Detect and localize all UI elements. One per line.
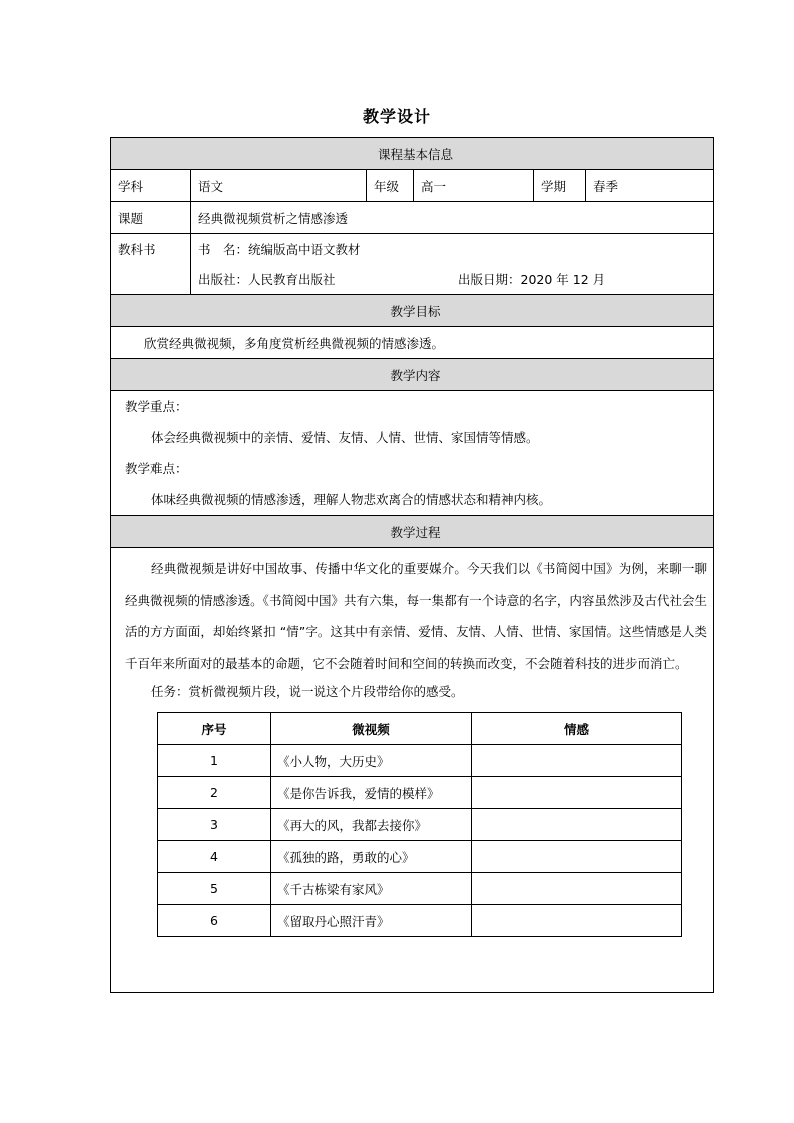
key-point-label: 教学重点：	[125, 399, 188, 414]
section-header-content: 教学内容	[111, 359, 714, 391]
content-cell	[111, 391, 714, 516]
table-row	[158, 777, 682, 809]
row-emotion	[472, 873, 682, 905]
goal-text: 欣赏经典微视频，多角度赏析经典微视频的情感渗透。	[111, 327, 714, 359]
task-table	[157, 712, 682, 937]
section-header-process: 教学过程	[111, 516, 714, 548]
publication-info	[191, 264, 714, 295]
difficult-point-label: 教学难点：	[125, 461, 188, 476]
row-emotion	[472, 745, 682, 777]
row-video-title: 《留取丹心照汗青》	[271, 905, 472, 937]
table-row	[158, 809, 682, 841]
row-number: 5	[158, 873, 271, 905]
row-number: 1	[158, 745, 271, 777]
header-number: 序号	[158, 713, 271, 745]
row-emotion	[472, 777, 682, 809]
task-text: 任务：赏析微视频片段，说一说这个片段带给你的感受。	[151, 684, 464, 699]
term-value: 春季	[586, 170, 714, 202]
term-label: 学期	[534, 170, 586, 202]
table-row	[158, 841, 682, 873]
header-emotion: 情感	[472, 713, 682, 745]
header-video: 微视频	[271, 713, 472, 745]
grade-value: 高一	[414, 170, 534, 202]
table-row	[158, 905, 682, 937]
row-video-title: 《再大的风，我都去接你》	[271, 809, 472, 841]
row-emotion	[472, 809, 682, 841]
row-number: 3	[158, 809, 271, 841]
lesson-plan-table	[110, 137, 714, 993]
difficult-point-text: 体味经典微视频的情感渗透，理解人物悲欢离合的情感状态和精神内核。	[151, 492, 552, 507]
row-video-title: 《千古栋梁有家风》	[271, 873, 472, 905]
topic-label: 课题	[111, 202, 191, 234]
table-row	[158, 873, 682, 905]
section-header-goal: 教学目标	[111, 295, 714, 327]
book-name: 书 名：统编版高中语文教材	[191, 234, 714, 265]
section-header-course-info: 课程基本信息	[111, 138, 714, 170]
process-paragraph: 经典微视频是讲好中国故事、传播中华文化的重要媒介。今天我们以《书简阅中国》为例，来聊一聊经典微视频的情感渗透。《书简阅中国》共有六集，每一集都有一个诗意的名字，内容虽然涉及古代社会生活的方方面面，却始终紧扣 “情”字。这其中有亲情、爱情、友情、人情、世情、家国情。这些情感是人类千百年来所面对的最基本的命题，它不会随着时间和空间的转换而改变，不会随着科技的进步而消亡。	[125, 561, 708, 671]
publisher: 出版社：人民教育出版社	[198, 272, 336, 287]
row-number: 2	[158, 777, 271, 809]
row-video-title: 《小人物，大历史》	[271, 745, 472, 777]
document-title: 教学设计	[362, 107, 431, 126]
row-number: 6	[158, 905, 271, 937]
topic-value: 经典微视频赏析之情感渗透	[191, 202, 714, 234]
table-row	[158, 745, 682, 777]
row-video-title: 《是你告诉我，爱情的模样》	[271, 777, 472, 809]
process-cell	[111, 548, 714, 993]
row-emotion	[472, 905, 682, 937]
grade-label: 年级	[367, 170, 414, 202]
row-number: 4	[158, 841, 271, 873]
row-video-title: 《孤独的路，勇敢的心》	[271, 841, 472, 873]
subject-value: 语文	[191, 170, 367, 202]
row-emotion	[472, 841, 682, 873]
key-point-text: 体会经典微视频中的亲情、爱情、友情、人情、世情、家国情等情感。	[151, 430, 539, 445]
subject-label: 学科	[111, 170, 191, 202]
textbook-label: 教科书	[111, 234, 191, 295]
publication-date: 出版日期：2020 年 12 月	[458, 272, 606, 287]
